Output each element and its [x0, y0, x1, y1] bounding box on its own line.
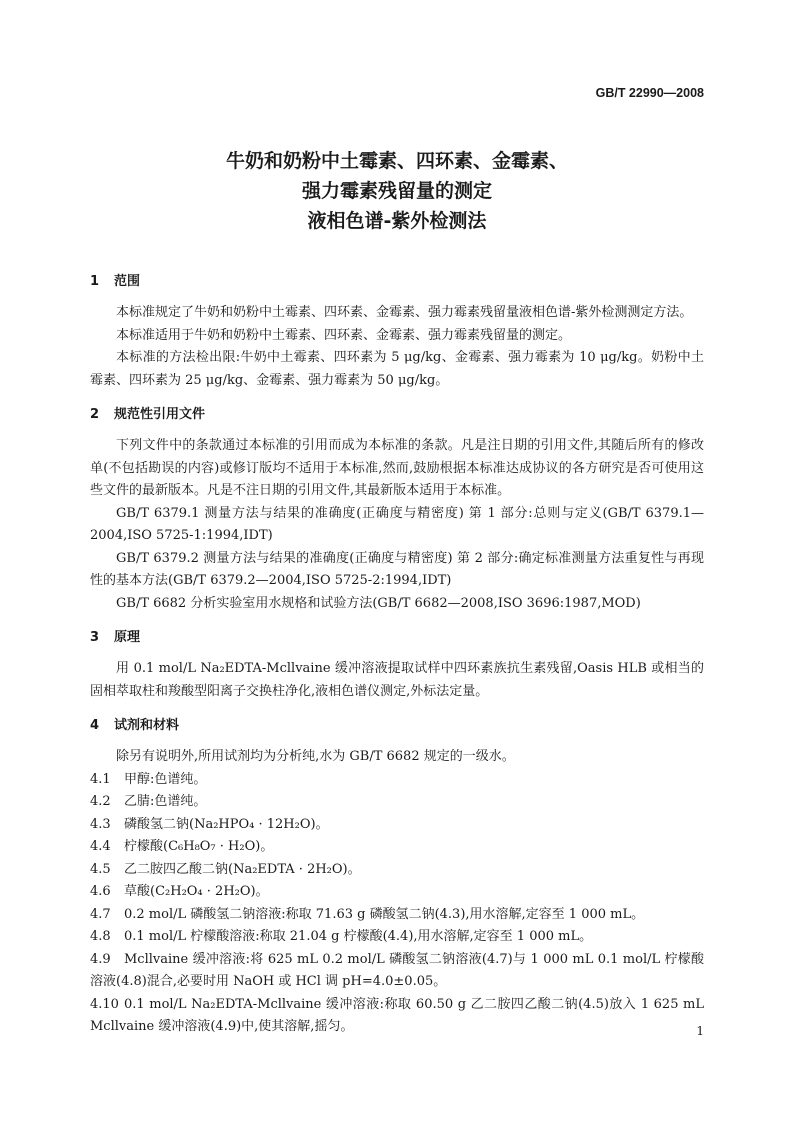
- title-line-2: 强力霉素残留量的测定: [301, 180, 492, 202]
- standard-number: GB/T 22990—2008: [595, 86, 704, 100]
- section-1-heading: 1 范围: [90, 274, 141, 289]
- reagent-item: 4.6 草酸(C₂H₂O₄ · 2H₂O)。: [90, 884, 269, 899]
- scope-para-3: 本标准的方法检出限:牛奶中土霉素、四环素为 5 μg/kg、金霉素、强力霉素为 10 μg/kg。奶粉中土霉素、四环素为 25 μg/kg、金霉素、强力霉素为 50 μg/kg。: [90, 350, 704, 388]
- ref-1: GB/T 6379.1 测量方法与结果的准确度(正确度与精密度) 第 1 部分:总则与定义(GB/T 6379.1—2004,ISO 5725-1:1994,IDT): [90, 505, 704, 543]
- refs-para: 下列文件中的条款通过本标准的引用而成为本标准的条款。凡是注日期的引用文件,其随后所有的修改单(不包括勘误的内容)或修订版均不适用于本标准,然而,鼓励根据本标准达成协议的各方研究是否可使用这些文件的最新版本。凡是不注日期的引用文件,其最新版本适用于本标准。: [90, 438, 704, 498]
- title-line-1: 牛奶和奶粉中土霉素、四环素、金霉素、: [225, 150, 568, 172]
- reagent-item: 4.8 0.1 mol/L 柠檬酸溶液:称取 21.04 g 柠檬酸(4.4),用水溶解,定容至 1 000 mL。: [90, 929, 593, 944]
- reagent-item: 4.3 磷酸氢二钠(Na₂HPO₄ · 12H₂O)。: [90, 816, 329, 832]
- content: [90, 270, 704, 1039]
- reagent-list: [90, 769, 704, 1039]
- ref-3: GB/T 6682 分析实验室用水规格和试验方法(GB/T 6682—2008,ISO 3696:1987,MOD): [116, 595, 641, 611]
- reagents-intro: 除另有说明外,所用试剂均为分析纯,水为 GB/T 6682 规定的一级水。: [116, 749, 515, 764]
- page-number: 1: [696, 1024, 704, 1038]
- reagent-item: 4.10 0.1 mol/L Na₂EDTA-Mcllvaine 缓冲溶液:称取 60.50 g 乙二胺四乙酸二钠(4.5)放入 1 625 mL Mcllvaine 缓冲溶液(4.9)中,使其溶解,摇匀。: [90, 996, 704, 1034]
- ref-2: GB/T 6379.2 测量方法与结果的准确度(正确度与精密度) 第 2 部分:确定标准测量方法重复性与再现性的基本方法(GB/T 6379.2—2004,ISO 5725-2:1994,IDT): [90, 550, 704, 588]
- section-2-heading: 2 规范性引用文件: [90, 407, 206, 422]
- title-line-3: 液相色谱-紫外检测法: [307, 210, 487, 232]
- section-4-heading: 4 试剂和材料: [90, 718, 180, 733]
- scope-para-2: 本标准适用于牛奶和奶粉中土霉素、四环素、金霉素、强力霉素残留量的测定。: [116, 327, 572, 343]
- reagent-item: 4.1 甲醇:色谱纯。: [90, 771, 207, 787]
- principle-para: 用 0.1 mol/L Na₂EDTA-Mcllvaine 缓冲溶液提取试样中四环素族抗生素残留,Oasis HLB 或相当的固相萃取柱和羧酸型阳离子交换柱净化,液相色谱仪测定,外标法定量。: [90, 661, 704, 699]
- section-3-heading: 3 原理: [90, 630, 141, 645]
- reagent-item: 4.4 柠檬酸(C₆H₈O₇ · H₂O)。: [90, 839, 274, 854]
- scope-para-1: 本标准规定了牛奶和奶粉中土霉素、四环素、金霉素、强力霉素残留量液相色谱-紫外检测测定方法。: [116, 305, 693, 320]
- reagent-item: 4.7 0.2 mol/L 磷酸氢二钠溶液:称取 71.63 g 磷酸氢二钠(4.3),用水溶解,定容至 1 000 mL。: [90, 906, 645, 922]
- document-title: [0, 146, 794, 236]
- reagent-item: 4.5 乙二胺四乙酸二钠(Na₂EDTA · 2H₂O)。: [90, 861, 361, 877]
- reagent-item: 4.9 Mcllvaine 缓冲溶液:将 625 mL 0.2 mol/L 磷酸氢二钠溶液(4.7)与 1 000 mL 0.1 mol/L 柠檬酸溶液(4.8)混合,必要时用 NaOH 或 HCl 调 pH=4.0±0.05。: [90, 951, 704, 989]
- reagent-item: 4.2 乙腈:色谱纯。: [90, 794, 207, 809]
